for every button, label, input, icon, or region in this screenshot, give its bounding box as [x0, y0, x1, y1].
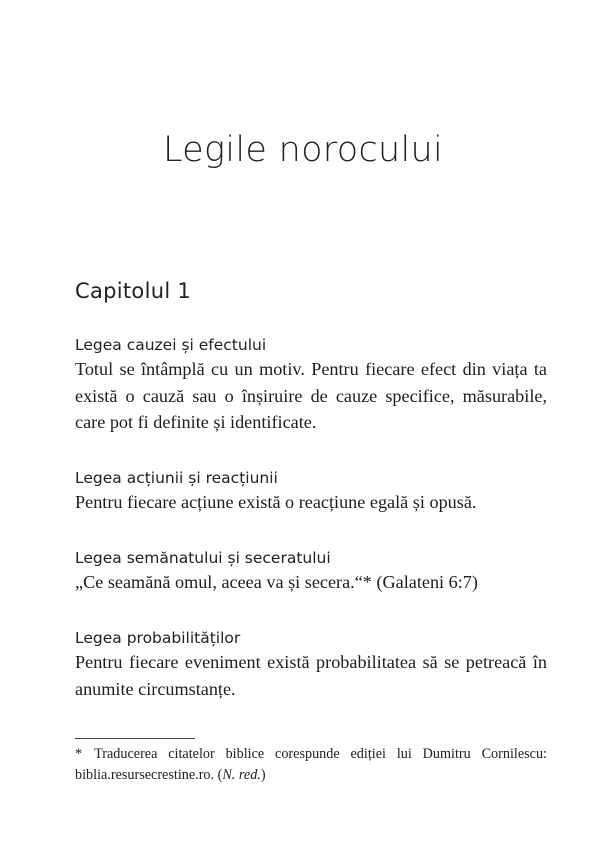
- law-heading: Legea probabilităților: [75, 629, 241, 647]
- law-heading: Legea cauzei și efectului: [75, 336, 267, 354]
- footnote-editor-note: N. red.: [222, 767, 261, 783]
- page-title: Legile norocului: [162, 130, 443, 170]
- law-heading: Legea semănatului și seceratului: [75, 549, 331, 567]
- footnote-text: Traducerea citatelor biblice corespunde ediției lui Dumitru Cornilescu: biblia.resursecrestine.ro. (: [75, 746, 547, 783]
- chapter-heading: Capitolul 1: [75, 279, 192, 303]
- law-heading: Legea acțiunii și reacțiunii: [75, 469, 278, 487]
- footnote-marker: *: [75, 746, 83, 762]
- law-text: Pentru fiecare eveniment există probabilitatea să se petreacă în anumite circumstanțe.: [75, 652, 547, 699]
- law-section: [75, 467, 547, 516]
- law-section: [75, 334, 547, 436]
- law-section: [75, 627, 547, 702]
- law-text: Totul se întâmplă cu un motiv. Pentru fiecare efect din viața ta există o cauză sau o înșiruire de cauze specifice, măsurabile, care pot fi definite și identificate.: [75, 359, 547, 432]
- footnote-divider: [75, 738, 195, 739]
- law-text: „Ce seamănă omul, aceea va și secera.“* (Galateni 6:7): [75, 572, 478, 592]
- footnote-close: ): [260, 767, 266, 783]
- footnote: [75, 744, 547, 786]
- law-section: [75, 547, 547, 596]
- law-text: Pentru fiecare acțiune există o reacțiune egală și opusă.: [75, 492, 477, 512]
